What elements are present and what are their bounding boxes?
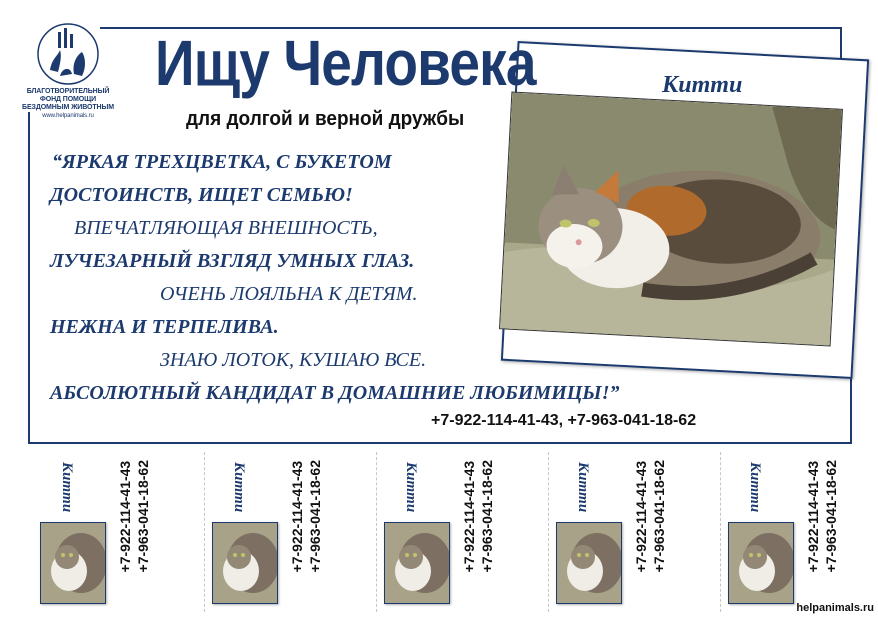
- org-name-line1: БЛАГОТВОРИТЕЛЬНЫЙ: [26, 88, 110, 95]
- org-url: www.helpanimals.ru: [42, 113, 94, 119]
- foundation-logo: [18, 22, 118, 120]
- description-line: ЗНАЮ ЛОТОК, КУШАЮ ВСЕ.: [160, 349, 427, 371]
- description-line: ЛУЧЕЗАРНЫЙ ВЗГЛЯД УМНЫХ ГЛАЗ.: [50, 250, 415, 272]
- tab-cat-name: Китти: [575, 462, 591, 513]
- tab-cat-name: Китти: [747, 462, 763, 513]
- tab-phones: [804, 460, 840, 572]
- tab-phone2: +7-963-041-18-62: [651, 460, 667, 573]
- description-line: ОЧЕНЬ ЛОЯЛЬНА К ДЕТЯМ.: [160, 283, 418, 305]
- tab-phones: [460, 460, 496, 572]
- tab-phone1: +7-922-114-41-43: [633, 460, 649, 573]
- tab-cat-name: Китти: [231, 462, 247, 513]
- tab-phone2: +7-963-041-18-62: [307, 460, 323, 573]
- tab-phones: [288, 460, 324, 572]
- tab-cat-photo: [212, 522, 278, 604]
- tab-cut-line: [204, 452, 206, 612]
- tear-off-tab[interactable]: [212, 456, 384, 606]
- tab-phone1: +7-922-114-41-43: [117, 460, 133, 573]
- tab-phone1: +7-922-114-41-43: [805, 460, 821, 573]
- contact-phones: +7-922-114-41-43, +7-963-041-18-62: [431, 412, 697, 429]
- tab-phones: [116, 460, 152, 572]
- tab-cat-name: Китти: [59, 462, 75, 513]
- description-line: ВПЕЧАТЛЯЮЩАЯ ВНЕШНОСТЬ,: [74, 217, 378, 239]
- tear-off-tab[interactable]: [40, 456, 212, 606]
- description-line: НЕЖНА И ТЕРПЕЛИВА.: [50, 316, 279, 338]
- tab-phone2: +7-963-041-18-62: [479, 460, 495, 573]
- cat-description: [50, 146, 620, 410]
- tab-cat-photo: [556, 522, 622, 604]
- tab-phones: [632, 460, 668, 572]
- animals-logo-icon: [36, 22, 100, 86]
- tab-cut-line: [548, 452, 550, 612]
- description-line: АБСОЛЮТНЫЙ КАНДИДАТ В ДОМАШНИЕ ЛЮБИМИЦЫ!”: [50, 382, 620, 404]
- tab-cut-line: [376, 452, 378, 612]
- cat-photo-illustration: [500, 93, 842, 346]
- footer-site: helpanimals.ru: [796, 602, 874, 614]
- tear-off-tab[interactable]: [728, 456, 878, 606]
- page-subtitle: для долгой и верной дружбы: [186, 108, 465, 130]
- tab-cat-photo: [40, 522, 106, 604]
- tab-cat-name: Китти: [403, 462, 419, 513]
- frame-left-line: [28, 112, 30, 444]
- tab-cut-line: [720, 452, 722, 612]
- cat-photo: [499, 91, 843, 346]
- tab-phone1: +7-922-114-41-43: [461, 460, 477, 573]
- tab-cat-photo: [728, 522, 794, 604]
- description-line: “ЯРКАЯ ТРЕХЦВЕТКА, С БУКЕТОМ: [52, 151, 392, 173]
- tear-off-tab[interactable]: [556, 456, 728, 606]
- org-name-line3: БЕЗДОМНЫМ ЖИВОТНЫМ: [22, 104, 114, 111]
- tab-phone2: +7-963-041-18-62: [135, 460, 151, 573]
- cat-name-caption: Китти: [662, 72, 743, 98]
- tab-phone1: +7-922-114-41-43: [289, 460, 305, 573]
- org-name-line2: ФОНД ПОМОЩИ: [39, 96, 97, 103]
- frame-bottom-line: [28, 442, 852, 444]
- page-title: Ищу Человека: [155, 27, 536, 99]
- tab-phone2: +7-963-041-18-62: [823, 460, 839, 573]
- description-line: ДОСТОИНСТВ, ИЩЕТ СЕМЬЮ!: [50, 184, 353, 206]
- tab-cat-photo: [384, 522, 450, 604]
- tear-off-tab[interactable]: [384, 456, 556, 606]
